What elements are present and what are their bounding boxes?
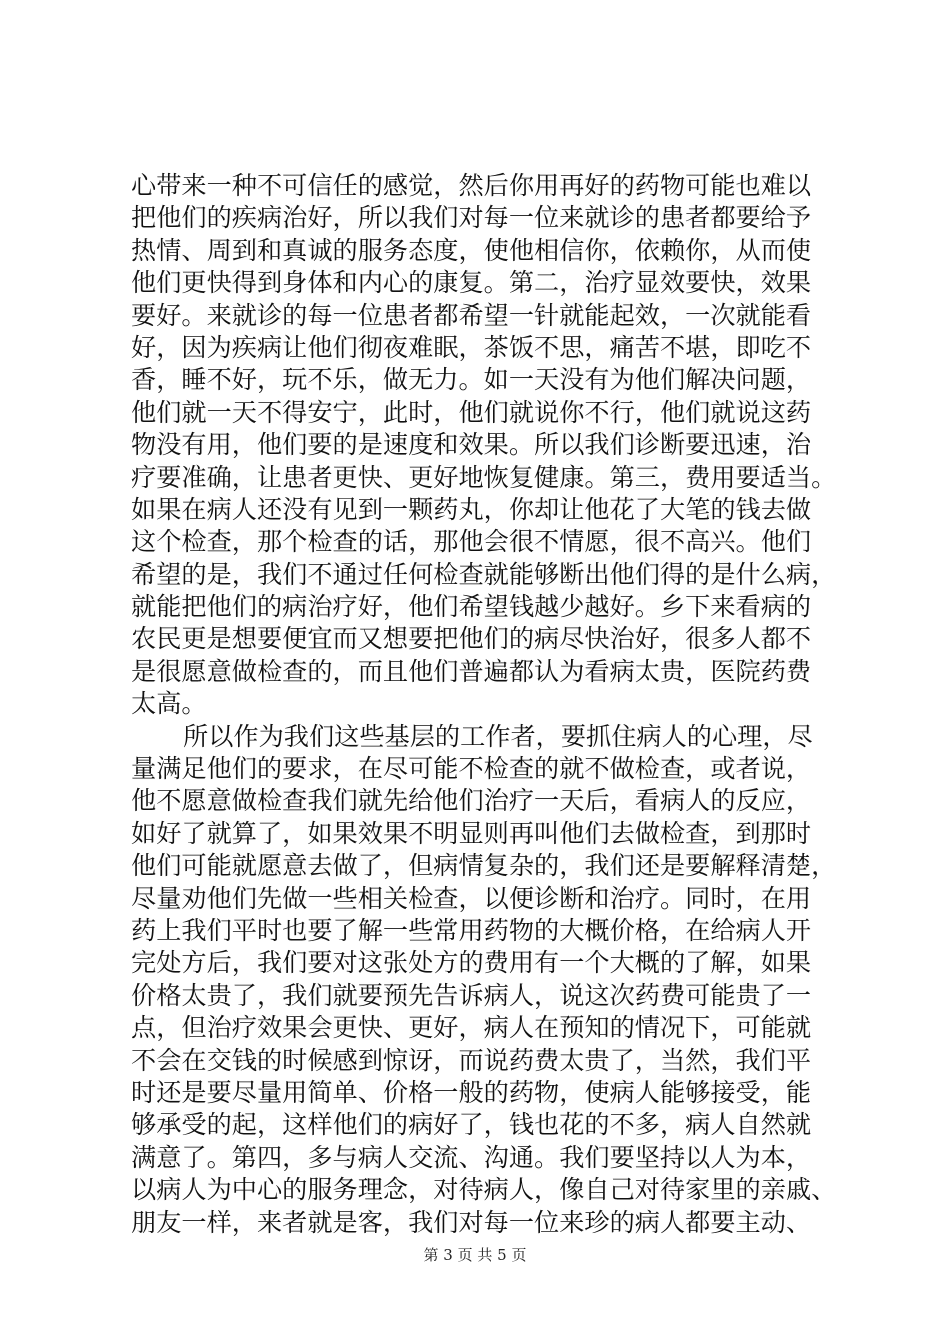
text-line: 物没有用，他们要的是速度和效果。所以我们诊断要迅速，治 xyxy=(131,430,812,460)
text-line: 热情、周到和真诚的服务态度，使他相信你，依赖你，从而使 xyxy=(131,235,812,265)
text-line: 他们可能就愿意去做了，但病情复杂的，我们还是要解释清楚， xyxy=(131,851,837,881)
text-line: 他不愿意做检查我们就先给他们治疗一天后，看病人的反应， xyxy=(131,786,812,816)
text-line: 希望的是，我们不通过任何检查就能够断出他们得的是什么病， xyxy=(131,559,837,589)
text-line: 太高。 xyxy=(131,689,207,719)
text-line: 点，但治疗效果会更快、更好，病人在预知的情况下，可能就 xyxy=(131,1013,812,1043)
text-line: 农民更是想要便宜而又想要把他们的病尽快治好，很多人都不 xyxy=(131,624,812,654)
text-line: 以病人为中心的服务理念，对待病人，像自己对待家里的亲戚、 xyxy=(131,1175,837,1205)
text-line: 药上我们平时也要了解一些常用药物的大概价格，在给病人开 xyxy=(131,915,812,945)
text-line: 这个检查，那个检查的话，那他会很不情愿，很不高兴。他们 xyxy=(131,527,812,557)
text-line: 尽量劝他们先做一些相关检查，以便诊断和治疗。同时，在用 xyxy=(131,883,812,913)
text-line: 疗要准确，让患者更快、更好地恢复健康。第三，费用要适当。 xyxy=(131,462,837,492)
text-line: 香，睡不好，玩不乐，做无力。如一天没有为他们解决问题， xyxy=(131,365,812,395)
text-line: 把他们的疾病治好，所以我们对每一位来就诊的患者都要给予 xyxy=(131,203,812,233)
text-line: 好，因为疾病让他们彻夜难眠，茶饭不思，痛苦不堪，即吃不 xyxy=(131,332,812,362)
text-line: 够承受的起，这样他们的病好了，钱也花的不多，病人自然就 xyxy=(131,1110,812,1140)
text-line: 就能把他们的病治疗好，他们希望钱越少越好。乡下来看病的 xyxy=(131,592,812,622)
text-line: 如果在病人还没有见到一颗药丸，你却让他花了大笔的钱去做 xyxy=(131,494,812,524)
text-line: 时还是要尽量用简单、价格一般的药物，使病人能够接受，能 xyxy=(131,1077,812,1107)
text-line: 如好了就算了，如果效果不明显则再叫他们去做检查，到那时 xyxy=(131,818,812,848)
text-line: 要好。来就诊的每一位患者都希望一针就能起效，一次就能看 xyxy=(131,300,812,330)
text-line: 心带来一种不可信任的感觉，然后你用再好的药物可能也难以 xyxy=(131,171,812,200)
body-text xyxy=(131,170,837,1239)
page-footer xyxy=(0,1244,950,1265)
paragraph-start-line: 所以作为我们这些基层的工作者，要抓住病人的心理，尽 xyxy=(183,721,813,751)
text-line: 不会在交钱的时候感到惊讶，而说药费太贵了，当然，我们平 xyxy=(131,1045,812,1075)
text-line: 他们就一天不得安宁，此时，他们就说你不行，他们就说这药 xyxy=(131,397,812,427)
text-line: 满意了。第四，多与病人交流、沟通。我们要坚持以人为本， xyxy=(131,1142,812,1172)
text-line: 是很愿意做检查的，而且他们普遍都认为看病太贵，医院药费 xyxy=(131,656,812,686)
text-line: 朋友一样，来者就是客，我们对每一位来珍的病人都要主动、 xyxy=(131,1207,812,1237)
text-line: 完处方后，我们要对这张处方的费用有一个大概的了解，如果 xyxy=(131,948,812,978)
text-line: 量满足他们的要求，在尽可能不检查的就不做检查，或者说， xyxy=(131,754,812,784)
page-number-label: 第 3 页 共 5 页 xyxy=(423,1246,527,1264)
text-line: 他们更快得到身体和内心的康复。第二，治疗显效要快，效果 xyxy=(131,268,812,298)
text-line: 价格太贵了，我们就要预先告诉病人，说这次药费可能贵了一 xyxy=(131,980,812,1010)
